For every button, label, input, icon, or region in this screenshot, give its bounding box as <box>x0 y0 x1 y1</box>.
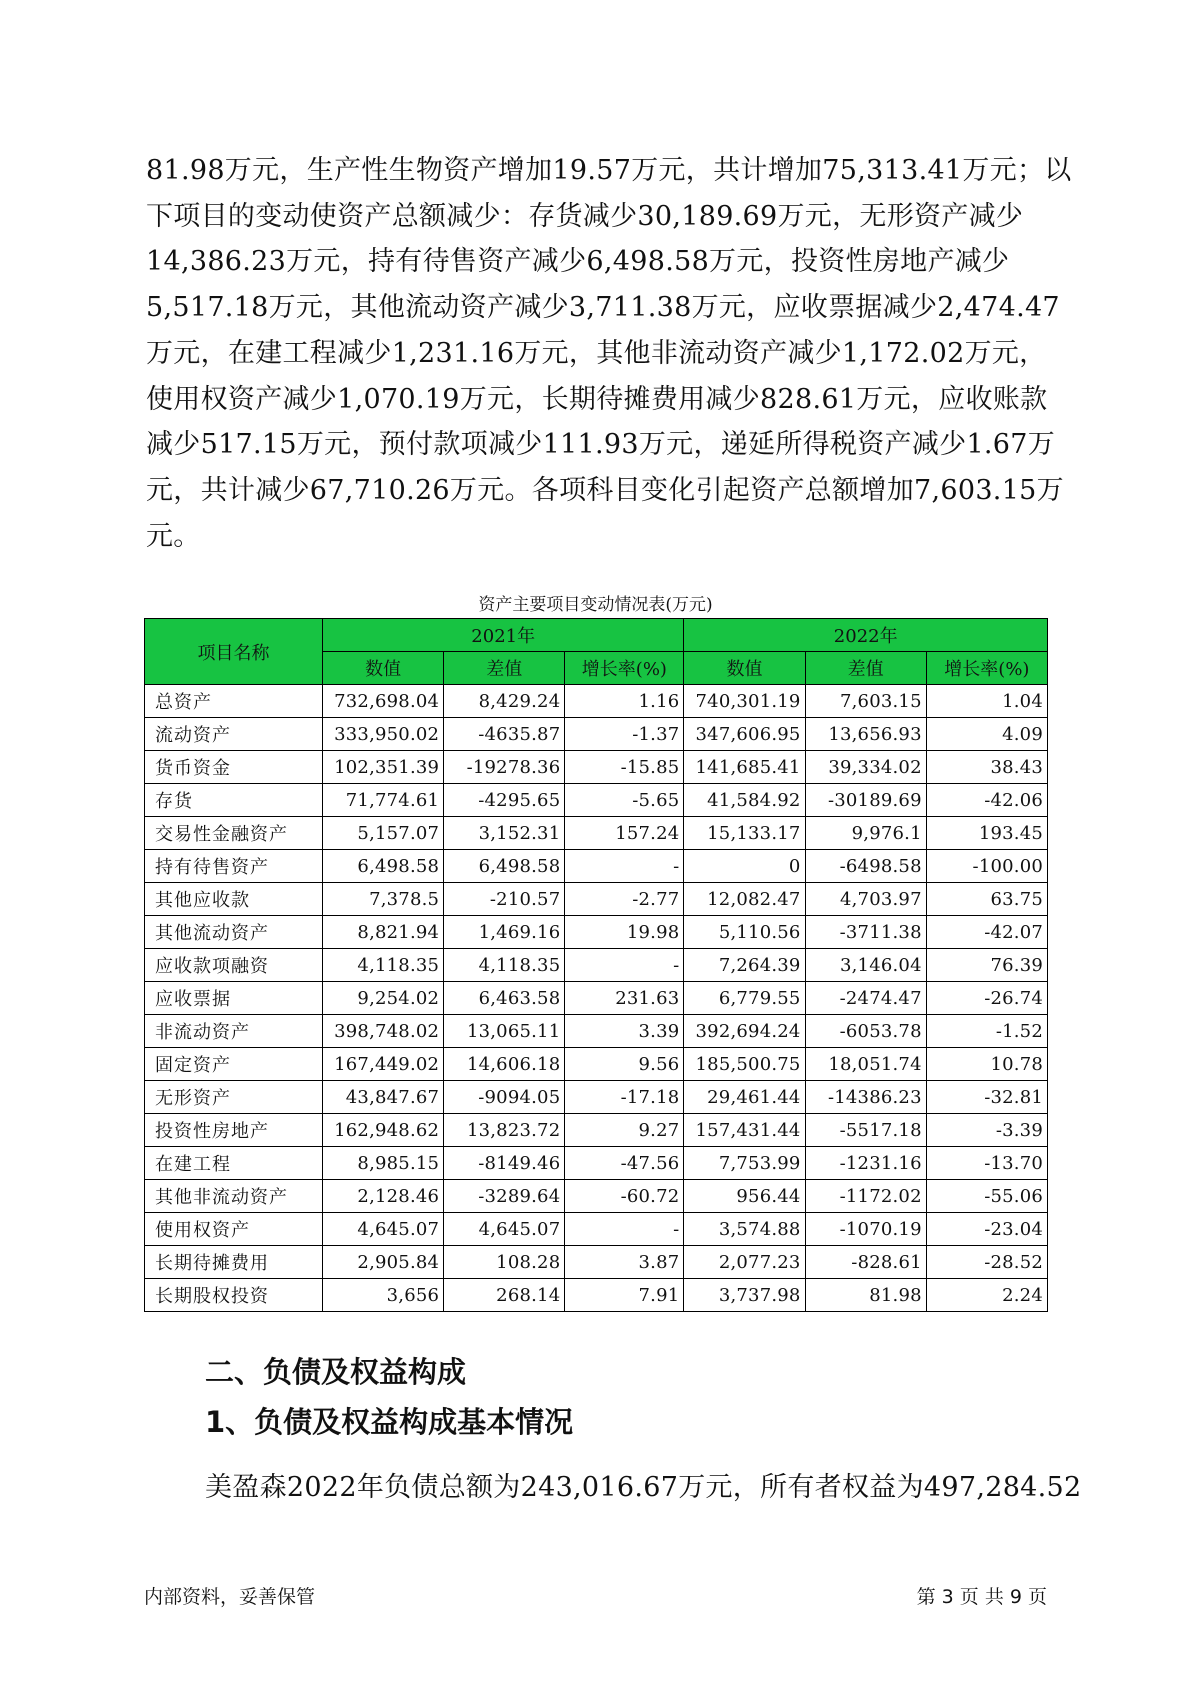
cell-diff-2022: 7,603.15 <box>805 685 926 718</box>
cell-rate-2021: -5.65 <box>565 784 684 817</box>
cell-value-2022: 7,264.39 <box>684 949 805 982</box>
cell-rate-2021: 9.27 <box>565 1114 684 1147</box>
cell-item-name: 应收票据 <box>145 982 323 1015</box>
table-row <box>145 1180 1048 1213</box>
cell-rate-2021: - <box>565 1213 684 1246</box>
paragraph-line: 5,517.18万元，其他流动资产减少3,711.38万元，应收票据减少2,474.47 <box>146 292 1060 324</box>
cell-value-2022: 3,737.98 <box>684 1279 805 1312</box>
table-row <box>145 1246 1048 1279</box>
cell-rate-2021: -47.56 <box>565 1147 684 1180</box>
table-row <box>145 1081 1048 1114</box>
cell-item-name: 货币资金 <box>145 751 323 784</box>
subsection-heading: 1、负债及权益构成基本情况 <box>205 1405 574 1439</box>
cell-value-2021: 167,449.02 <box>323 1048 444 1081</box>
cell-diff-2022: -1070.19 <box>805 1213 926 1246</box>
cell-item-name: 使用权资产 <box>145 1213 323 1246</box>
cell-value-2022: 7,753.99 <box>684 1147 805 1180</box>
cell-rate-2021: -1.37 <box>565 718 684 751</box>
cell-value-2022: 2,077.23 <box>684 1246 805 1279</box>
paragraph-line: 14,386.23万元，持有待售资产减少6,498.58万元，投资性房地产减少 <box>146 246 1010 278</box>
cell-rate-2021: -17.18 <box>565 1081 684 1114</box>
cell-value-2022: 3,574.88 <box>684 1213 805 1246</box>
cell-value-2022: 185,500.75 <box>684 1048 805 1081</box>
cell-rate-2021: -60.72 <box>565 1180 684 1213</box>
table-row <box>145 1213 1048 1246</box>
cell-value-2022: 29,461.44 <box>684 1081 805 1114</box>
cell-rate-2022: 1.04 <box>926 685 1047 718</box>
cell-rate-2021: 3.39 <box>565 1015 684 1048</box>
cell-diff-2021: 13,823.72 <box>444 1114 565 1147</box>
cell-item-name: 其他流动资产 <box>145 916 323 949</box>
cell-value-2021: 333,950.02 <box>323 718 444 751</box>
cell-value-2021: 3,656 <box>323 1279 444 1312</box>
table-body <box>145 685 1048 1312</box>
table-row <box>145 784 1048 817</box>
cell-rate-2022: -1.52 <box>926 1015 1047 1048</box>
cell-rate-2021: - <box>565 949 684 982</box>
cell-diff-2021: -9094.05 <box>444 1081 565 1114</box>
cell-value-2021: 8,821.94 <box>323 916 444 949</box>
cell-diff-2021: 1,469.16 <box>444 916 565 949</box>
cell-value-2021: 398,748.02 <box>323 1015 444 1048</box>
cell-diff-2022: 4,703.97 <box>805 883 926 916</box>
cell-rate-2021: -2.77 <box>565 883 684 916</box>
cell-diff-2021: 14,606.18 <box>444 1048 565 1081</box>
cell-diff-2021: -19278.36 <box>444 751 565 784</box>
cell-item-name: 持有待售资产 <box>145 850 323 883</box>
cell-diff-2021: 268.14 <box>444 1279 565 1312</box>
cell-diff-2021: 3,152.31 <box>444 817 565 850</box>
cell-item-name: 其他非流动资产 <box>145 1180 323 1213</box>
cell-item-name: 总资产 <box>145 685 323 718</box>
cell-rate-2022: 193.45 <box>926 817 1047 850</box>
cell-rate-2022: 63.75 <box>926 883 1047 916</box>
cell-value-2021: 162,948.62 <box>323 1114 444 1147</box>
paragraph-line: 81.98万元，生产性生物资产增加19.57万元，共计增加75,313.41万元；以 <box>146 155 1072 186</box>
footer-page-number: 第 3 页 共 9 页 <box>916 1586 1047 1608</box>
table-row <box>145 982 1048 1015</box>
header-diff-2021: 差值 <box>444 652 565 685</box>
cell-diff-2022: -14386.23 <box>805 1081 926 1114</box>
cell-value-2022: 740,301.19 <box>684 685 805 718</box>
cell-diff-2022: -3711.38 <box>805 916 926 949</box>
cell-rate-2022: -23.04 <box>926 1213 1047 1246</box>
cell-value-2021: 9,254.02 <box>323 982 444 1015</box>
cell-diff-2021: 108.28 <box>444 1246 565 1279</box>
cell-rate-2021: 9.56 <box>565 1048 684 1081</box>
table-row <box>145 883 1048 916</box>
cell-item-name: 长期股权投资 <box>145 1279 323 1312</box>
header-value-2022: 数值 <box>684 652 805 685</box>
cell-value-2021: 2,905.84 <box>323 1246 444 1279</box>
cell-diff-2022: -5517.18 <box>805 1114 926 1147</box>
table-row <box>145 1279 1048 1312</box>
cell-diff-2022: -1172.02 <box>805 1180 926 1213</box>
cell-diff-2022: 13,656.93 <box>805 718 926 751</box>
cell-item-name: 应收款项融资 <box>145 949 323 982</box>
cell-diff-2021: 6,498.58 <box>444 850 565 883</box>
cell-diff-2021: 8,429.24 <box>444 685 565 718</box>
header-item-name: 项目名称 <box>145 619 323 685</box>
table-row <box>145 685 1048 718</box>
cell-item-name: 无形资产 <box>145 1081 323 1114</box>
header-year-2022: 2022年 <box>684 619 1048 652</box>
section-heading: 二、负债及权益构成 <box>205 1355 467 1389</box>
cell-diff-2022: -1231.16 <box>805 1147 926 1180</box>
cell-rate-2021: 3.87 <box>565 1246 684 1279</box>
cell-rate-2021: 19.98 <box>565 916 684 949</box>
cell-value-2022: 0 <box>684 850 805 883</box>
cell-item-name: 非流动资产 <box>145 1015 323 1048</box>
paragraph-line: 减少517.15万元，预付款项减少111.93万元，递延所得税资产减少1.67万 <box>146 429 1056 461</box>
cell-diff-2021: 6,463.58 <box>444 982 565 1015</box>
cell-value-2022: 157,431.44 <box>684 1114 805 1147</box>
cell-rate-2022: -32.81 <box>926 1081 1047 1114</box>
cell-diff-2021: 13,065.11 <box>444 1015 565 1048</box>
table-row <box>145 718 1048 751</box>
cell-rate-2021: -15.85 <box>565 751 684 784</box>
cell-rate-2022: 38.43 <box>926 751 1047 784</box>
table-row <box>145 949 1048 982</box>
cell-diff-2022: 18,051.74 <box>805 1048 926 1081</box>
table-row <box>145 817 1048 850</box>
cell-item-name: 交易性金融资产 <box>145 817 323 850</box>
cell-value-2021: 5,157.07 <box>323 817 444 850</box>
cell-rate-2021: 1.16 <box>565 685 684 718</box>
cell-value-2022: 141,685.41 <box>684 751 805 784</box>
cell-diff-2022: 81.98 <box>805 1279 926 1312</box>
cell-value-2021: 4,118.35 <box>323 949 444 982</box>
cell-rate-2022: 76.39 <box>926 949 1047 982</box>
cell-item-name: 投资性房地产 <box>145 1114 323 1147</box>
cell-value-2022: 6,779.55 <box>684 982 805 1015</box>
cell-rate-2022: 4.09 <box>926 718 1047 751</box>
cell-rate-2022: -3.39 <box>926 1114 1047 1147</box>
cell-diff-2021: 4,118.35 <box>444 949 565 982</box>
cell-rate-2021: 231.63 <box>565 982 684 1015</box>
table-caption: 资产主要项目变动情况表(万元) <box>478 595 713 615</box>
cell-rate-2022: -42.07 <box>926 916 1047 949</box>
footer-confidential-note: 内部资料，妥善保管 <box>144 1586 316 1608</box>
cell-rate-2021: - <box>565 850 684 883</box>
cell-item-name: 其他应收款 <box>145 883 323 916</box>
header-rate-2021: 增长率(%) <box>565 652 684 685</box>
cell-diff-2022: 39,334.02 <box>805 751 926 784</box>
table-row <box>145 850 1048 883</box>
cell-diff-2022: -828.61 <box>805 1246 926 1279</box>
paragraph-line: 元。 <box>146 520 201 552</box>
header-rate-2022: 增长率(%) <box>926 652 1047 685</box>
cell-rate-2022: -42.06 <box>926 784 1047 817</box>
cell-value-2022: 347,606.95 <box>684 718 805 751</box>
table-row <box>145 1147 1048 1180</box>
cell-diff-2021: -8149.46 <box>444 1147 565 1180</box>
cell-diff-2021: -4635.87 <box>444 718 565 751</box>
table-row <box>145 916 1048 949</box>
cell-diff-2022: 3,146.04 <box>805 949 926 982</box>
cell-diff-2022: -2474.47 <box>805 982 926 1015</box>
paragraph-line: 元，共计减少67,710.26万元。各项科目变化引起资产总额增加7,603.15万 <box>146 474 1064 506</box>
table-row <box>145 1048 1048 1081</box>
cell-rate-2022: -28.52 <box>926 1246 1047 1279</box>
paragraph-line: 万元，在建工程减少1,231.16万元，其他非流动资产减少1,172.02万元， <box>146 337 1047 369</box>
paragraph-line: 使用权资产减少1,070.19万元，长期待摊费用减少828.61万元，应收账款 <box>146 383 1048 415</box>
cell-value-2022: 12,082.47 <box>684 883 805 916</box>
cell-value-2021: 102,351.39 <box>323 751 444 784</box>
cell-diff-2022: 9,976.1 <box>805 817 926 850</box>
cell-diff-2021: -3289.64 <box>444 1180 565 1213</box>
cell-value-2021: 6,498.58 <box>323 850 444 883</box>
table-row <box>145 751 1048 784</box>
cell-rate-2022: -55.06 <box>926 1180 1047 1213</box>
cell-diff-2022: -6053.78 <box>805 1015 926 1048</box>
cell-value-2022: 15,133.17 <box>684 817 805 850</box>
paragraph-line: 下项目的变动使资产总额减少：存货减少30,189.69万元，无形资产减少 <box>146 200 1024 232</box>
cell-diff-2021: -4295.65 <box>444 784 565 817</box>
cell-value-2021: 2,128.46 <box>323 1180 444 1213</box>
cell-rate-2022: -26.74 <box>926 982 1047 1015</box>
cell-value-2022: 392,694.24 <box>684 1015 805 1048</box>
cell-diff-2022: -6498.58 <box>805 850 926 883</box>
cell-value-2021: 4,645.07 <box>323 1213 444 1246</box>
cell-diff-2021: 4,645.07 <box>444 1213 565 1246</box>
table-row <box>145 1114 1048 1147</box>
cell-rate-2022: 10.78 <box>926 1048 1047 1081</box>
cell-value-2021: 732,698.04 <box>323 685 444 718</box>
cell-rate-2022: -100.00 <box>926 850 1047 883</box>
cell-value-2021: 43,847.67 <box>323 1081 444 1114</box>
header-year-2021: 2021年 <box>323 619 684 652</box>
cell-item-name: 固定资产 <box>145 1048 323 1081</box>
cell-value-2021: 71,774.61 <box>323 784 444 817</box>
cell-item-name: 在建工程 <box>145 1147 323 1180</box>
cell-diff-2022: -30189.69 <box>805 784 926 817</box>
cell-value-2022: 5,110.56 <box>684 916 805 949</box>
cell-item-name: 存货 <box>145 784 323 817</box>
table-row <box>145 1015 1048 1048</box>
asset-change-table <box>144 618 1048 1312</box>
body-paragraph <box>146 148 1072 559</box>
cell-diff-2021: -210.57 <box>444 883 565 916</box>
header-diff-2022: 差值 <box>805 652 926 685</box>
cell-rate-2021: 157.24 <box>565 817 684 850</box>
cell-item-name: 长期待摊费用 <box>145 1246 323 1279</box>
cell-rate-2021: 7.91 <box>565 1279 684 1312</box>
cell-value-2022: 41,584.92 <box>684 784 805 817</box>
cell-rate-2022: 2.24 <box>926 1279 1047 1312</box>
cell-rate-2022: -13.70 <box>926 1147 1047 1180</box>
cell-value-2021: 8,985.15 <box>323 1147 444 1180</box>
header-value-2021: 数值 <box>323 652 444 685</box>
cell-value-2022: 956.44 <box>684 1180 805 1213</box>
closing-paragraph: 美盈森2022年负债总额为243,016.67万元，所有者权益为497,284.52 <box>205 1472 1082 1503</box>
cell-value-2021: 7,378.5 <box>323 883 444 916</box>
cell-item-name: 流动资产 <box>145 718 323 751</box>
